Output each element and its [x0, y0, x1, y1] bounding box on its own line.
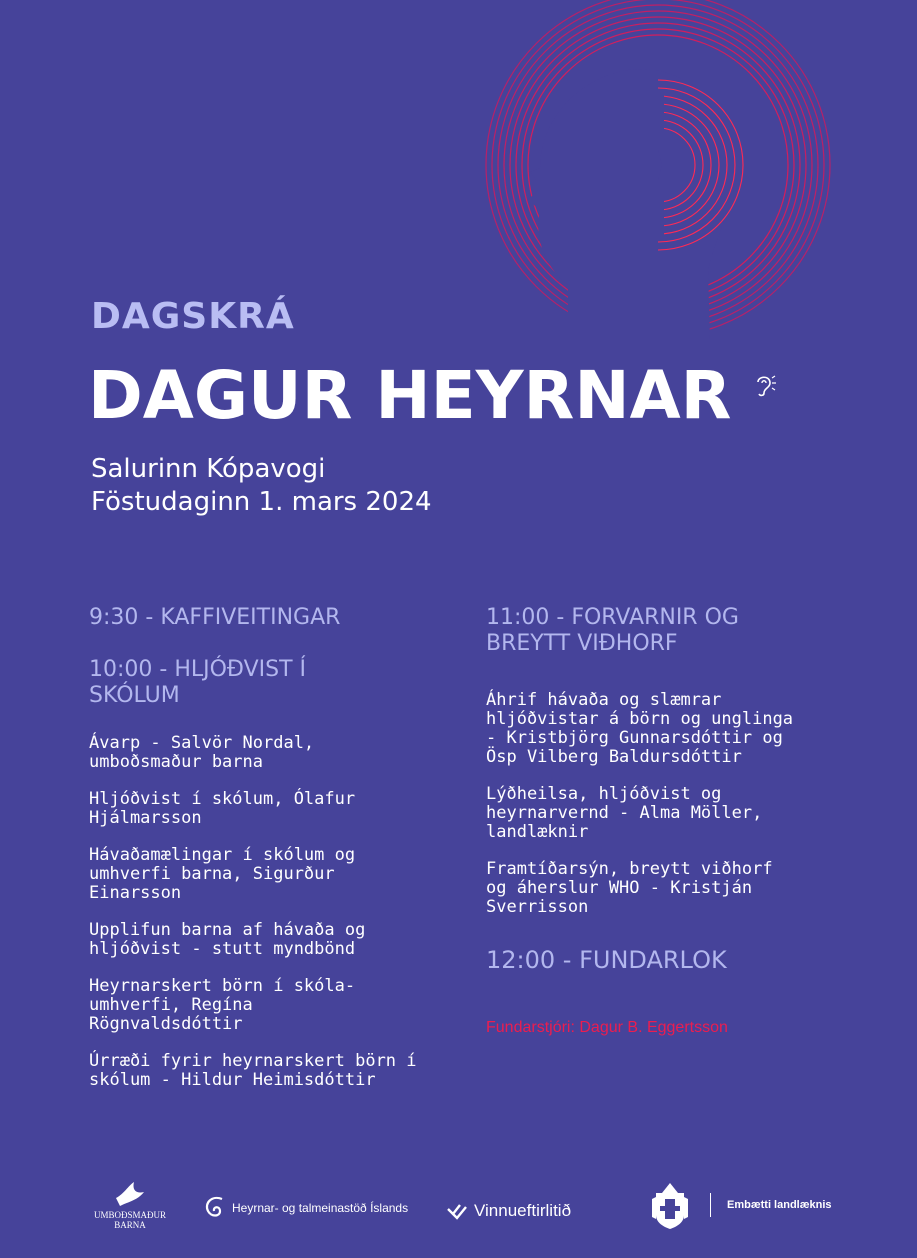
heyrnar-talmeinastod-logo [202, 1193, 408, 1223]
talk-item [89, 846, 449, 903]
talk-line: umhverfi, Regína [89, 995, 253, 1015]
slot-0930: 9:30 - KAFFIVEITINGAR [89, 605, 341, 630]
talk-line: Upplifun barna af hávaða og [89, 920, 366, 940]
talk-line: hljóðvistar á börn og unglinga [486, 709, 794, 729]
talk-line: Heyrnarskert börn í skóla- [89, 976, 356, 996]
talk-item [486, 785, 831, 842]
partner-logos [0, 1175, 917, 1245]
event-date: Föstudaginn 1. mars 2024 [91, 487, 432, 517]
umbodsmadur-barna-logo [92, 1180, 168, 1230]
talk-item [89, 1052, 449, 1090]
talk-line: umhverfi barna, Sigurður [89, 864, 335, 884]
slot-1000-line2: SKÓLUM [89, 683, 180, 708]
talk-line: Rögnvaldsdóttir [89, 1014, 243, 1034]
talk-line: Hjálmarsson [89, 808, 202, 828]
logo-text: Heyrnar- og talmeinastöð Íslands [232, 1201, 409, 1215]
program-right-column [486, 605, 831, 1037]
talk-line: landlæknir [486, 822, 589, 842]
talk-line: heyrnarvernd - Alma Möller, [486, 803, 763, 823]
program-left-column [89, 605, 449, 1090]
logo-text: Vinnueftirlitið [474, 1201, 572, 1220]
talk-item [89, 734, 449, 772]
slot-1000-line1: 10:00 - HLJÓÐVIST Í [89, 657, 307, 682]
talk-line: Ösp Vilberg Baldursdóttir [486, 747, 742, 767]
logo-text: BARNA [114, 1220, 146, 1230]
venue-info [91, 453, 432, 519]
coat-of-arms-icon [648, 1179, 692, 1231]
slot-1100-line2: BREYTT VIÐHORF [486, 631, 678, 656]
talk-line: skólum - Hildur Heimisdóttir [89, 1070, 376, 1090]
program-kicker: DAGSKRÁ [91, 296, 295, 337]
talk-line: hljóðvist - stutt myndbönd [89, 939, 356, 959]
slot-1200: 12:00 - FUNDARLOK [486, 946, 727, 974]
swirl-icon [202, 1193, 230, 1223]
divider [710, 1193, 711, 1217]
bird-icon [112, 1180, 148, 1210]
checkmarks-icon [446, 1201, 470, 1221]
talk-line: Hávaðamælingar í skólum og [89, 845, 356, 865]
talk-item [486, 691, 831, 767]
talk-line: Áhrif hávaða og slæmrar [486, 690, 722, 710]
page-title: DAGUR HEYRNAR [88, 357, 732, 434]
talk-line: umboðsmaður barna [89, 752, 263, 772]
talk-line: Ávarp - Salvör Nordal, [89, 733, 315, 753]
talk-item [89, 790, 449, 828]
logo-text: Embætti landlæknis [727, 1199, 832, 1211]
vinnueftirlitid-logo [446, 1201, 571, 1221]
talk-line: Úrræði fyrir heyrnarskert börn í [89, 1051, 417, 1071]
talk-item [486, 860, 831, 917]
embaetti-landlaeknis-logo [648, 1179, 832, 1231]
venue-location: Salurinn Kópavogi [91, 454, 326, 484]
slot-1100-line1: 11:00 - FORVARNIR OG [486, 605, 739, 630]
talk-item [89, 977, 449, 1034]
talk-line: Sverrisson [486, 897, 589, 917]
ear-icon [752, 372, 776, 398]
talk-line: Framtíðarsýn, breytt viðhorf [486, 859, 773, 879]
talk-line: Einarsson [89, 883, 182, 903]
talk-line: Hljóðvist í skólum, Ólafur [89, 789, 356, 809]
talk-line: - Kristbjörg Gunnarsdóttir og [486, 728, 783, 748]
logo-text: UMBOÐSMAÐUR [93, 1210, 166, 1220]
moderator-note: Fundarstjóri: Dagur B. Eggertsson [486, 1019, 728, 1036]
talk-line: og áherslur WHO - Kristján [486, 878, 753, 898]
head-sound-waves-graphic [478, 0, 838, 340]
talk-line: Lýðheilsa, hljóðvist og [486, 784, 722, 804]
talk-item [89, 921, 449, 959]
